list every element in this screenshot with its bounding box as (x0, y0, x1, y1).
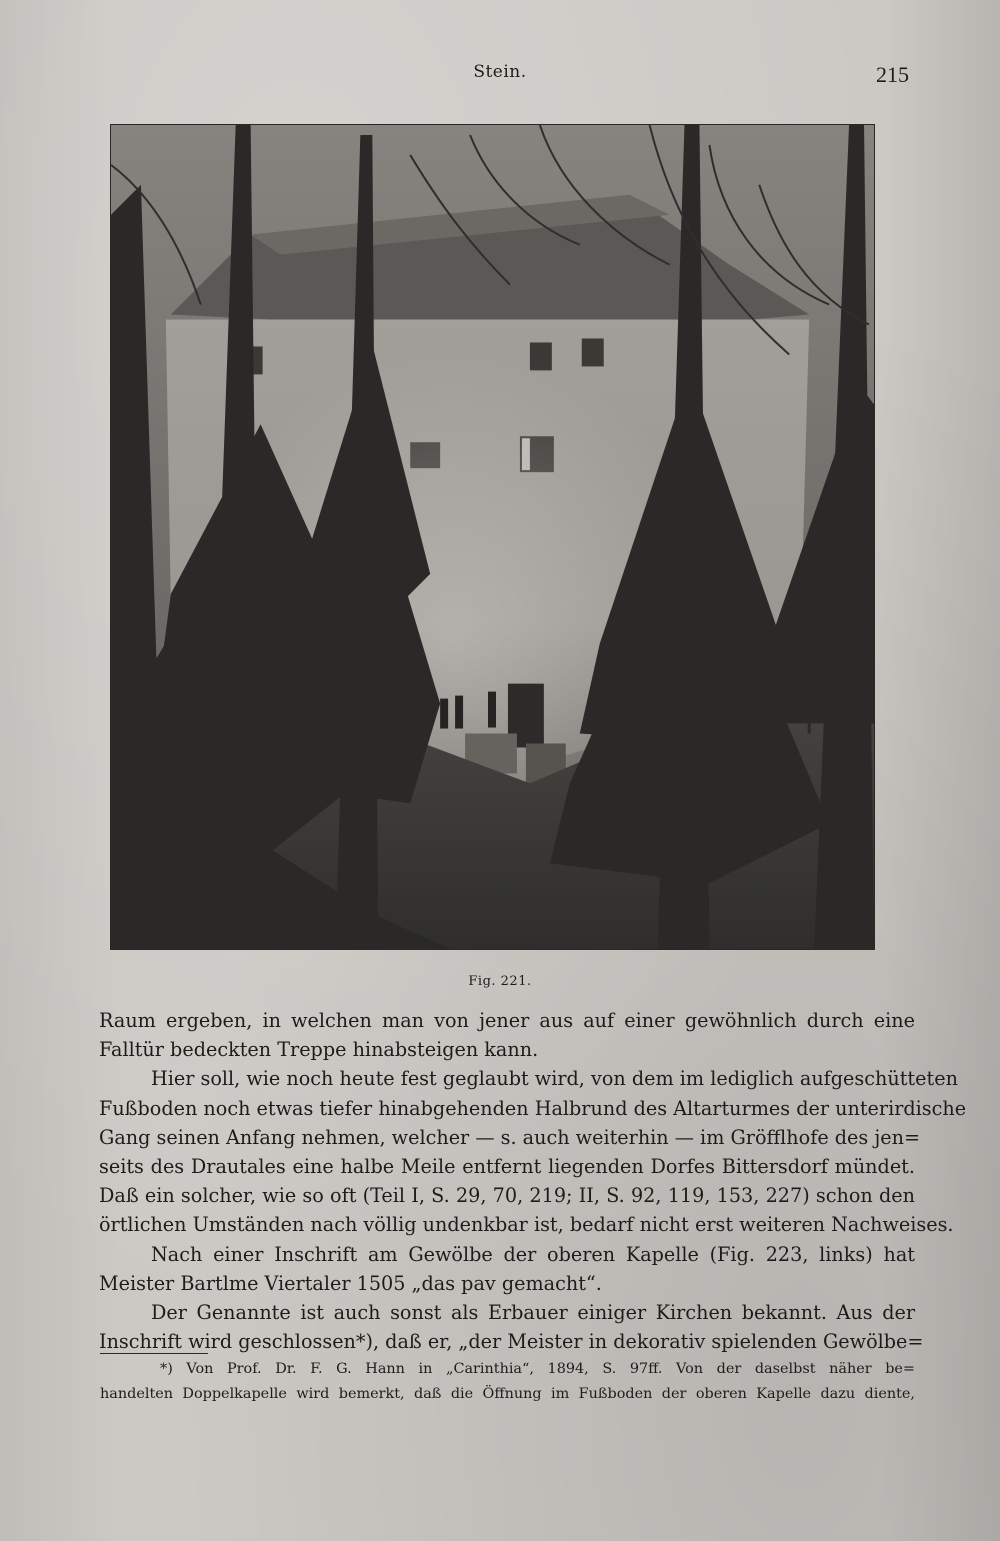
body-line: Raum ergeben, in welchen man von jener aus auf einer gewöhnlich durch eine (99, 1009, 915, 1032)
castle-forest-illustration (111, 125, 874, 949)
body-line: Daß ein solcher, wie so oft (Teil I, S. 29, 70, 219; II, S. 92, 119, 153, 227) schon den (99, 1184, 915, 1208)
body-line: Hier soll, wie noch heute fest geglaubt wird, von dem im lediglich aufgeschütteten (151, 1067, 958, 1091)
body-line: seits des Drautales eine halbe Meile entfernt liegenden Dorfes Bittersdorf mündet. (99, 1155, 915, 1179)
body-line: Fußboden noch etwas tiefer hinabgehenden Halbrund des Altarturmes der unterirdische (99, 1096, 967, 1120)
footnote-line: *) Von Prof. Dr. F. G. Hann in „Carinthia“, 1894, S. 97ff. Von der daselbst näher be= (160, 1361, 915, 1377)
body-line: Gang seinen Anfang nehmen, welcher — s. auch weiterhin — im Gröfflhofe des jen= (99, 1125, 921, 1149)
body-line: Falltür bedeckten Treppe hinabsteigen kann. (99, 1038, 539, 1062)
halftone-photograph (110, 124, 875, 950)
footnote-rule (100, 1353, 208, 1354)
footnote-line: handelten Doppelkapelle wird bemerkt, daß die Öffnung im Fußboden der oberen Kapelle dazu diente, (100, 1386, 915, 1402)
figure-caption: Fig. 221. (468, 974, 532, 989)
body-text (99, 1006, 967, 1356)
body-line: örtlichen Umständen nach völlig undenkbar ist, bedarf nicht erst weiteren Nachweises. (99, 1213, 954, 1237)
page-number: 215 (876, 62, 909, 87)
body-line: Meister Bartlme Viertaler 1505 „das pav gemacht“. (99, 1271, 602, 1295)
running-head: Stein. (473, 62, 527, 82)
body-line: Der Genannte ist auch sonst als Erbauer einiger Kirchen bekannt. Aus der (151, 1301, 915, 1325)
footnotes (100, 1357, 915, 1407)
body-line: Inschrift wird geschlossen*), daß er, „der Meister in dekorativ spielenden Gewölbe= (99, 1330, 924, 1354)
body-line: Nach einer Inschrift am Gewölbe der oberen Kapelle (Fig. 223, links) hat (151, 1242, 915, 1266)
